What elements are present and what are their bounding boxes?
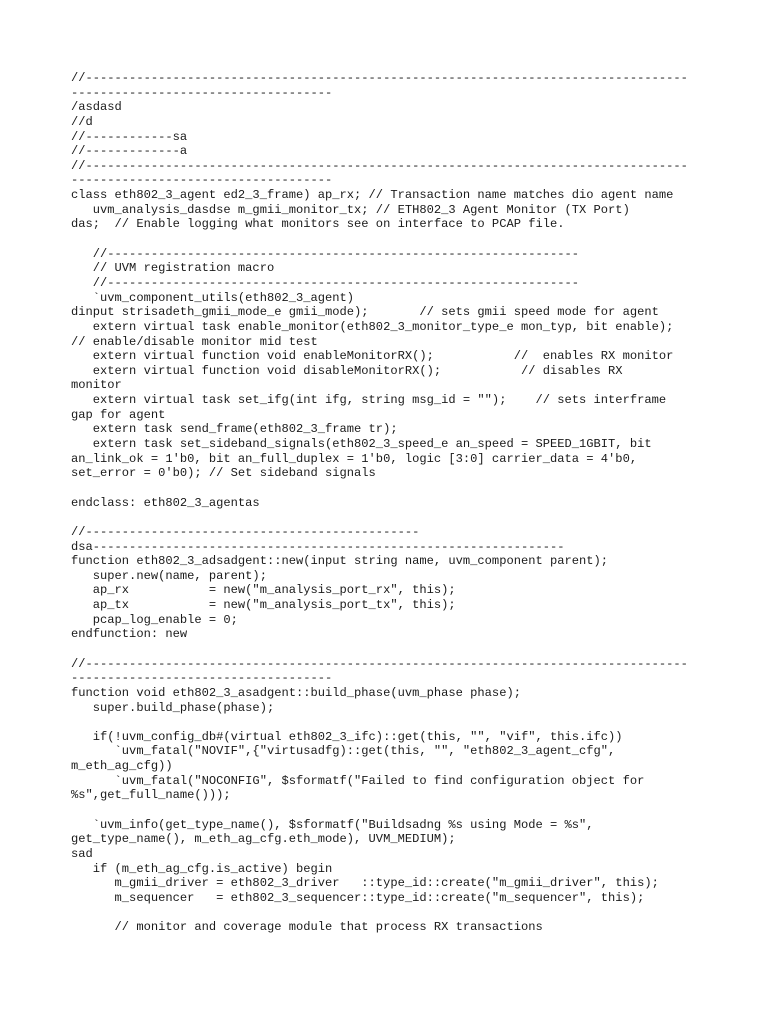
code-listing <box>71 71 711 935</box>
code-line: function void eth802_3_asadgent::build_phase(uvm_phase phase); <box>71 685 521 700</box>
code-line: das; // Enable logging what monitors see on interface to PCAP file. <box>71 217 565 232</box>
code-line <box>71 642 711 657</box>
code-line: // enable/disable monitor mid test <box>71 334 318 349</box>
code-line: extern task send_frame(eth802_3_frame tr); <box>71 422 398 437</box>
code-line: monitor <box>71 378 122 393</box>
code-line: //------------sa <box>71 129 188 144</box>
code-line <box>71 510 711 525</box>
code-line <box>71 906 711 921</box>
code-line: // UVM registration macro <box>71 261 275 276</box>
code-line: extern virtual task set_ifg(int ifg, string msg_id = ""); // sets interframe <box>71 393 667 408</box>
code-line: sad <box>71 846 93 861</box>
code-line: extern virtual function void enableMonitorRX(); // enables RX monitor <box>71 349 674 364</box>
code-line: endfunction: new <box>71 627 188 642</box>
code-line: //----------------------------------------------------------------------------------- <box>71 158 688 173</box>
code-line: dinput strisadeth_gmii_mode_e gmii_mode); // sets gmii speed mode for agent <box>71 305 659 320</box>
code-line: // monitor and coverage module that process RX transactions <box>71 920 543 935</box>
code-line: ------------------------------------ <box>71 671 333 686</box>
code-line: class eth802_3_agent ed2_3_frame) ap_rx; // Transaction name matches dio agent name <box>71 188 674 203</box>
code-line: m_gmii_driver = eth802_3_driver ::type_id::create("m_gmii_driver", this); <box>71 876 659 891</box>
code-line <box>71 715 711 730</box>
code-line: //----------------------------------------------------------------------------------- <box>71 656 688 671</box>
code-line: `uvm_fatal("NOCONFIG", $sformatf("Failed to find configuration object for <box>71 773 645 788</box>
code-line: if(!uvm_config_db#(virtual eth802_3_ifc)::get(this, "", "vif", this.ifc)) <box>71 729 623 744</box>
code-line: %s",get_full_name())); <box>71 788 231 803</box>
code-line: function eth802_3_adsadgent::new(input string name, uvm_component parent); <box>71 554 609 569</box>
code-line: //-------------a <box>71 144 188 159</box>
code-line: an_link_ok = 1'b0, bit an_full_duplex = 1'b0, logic [3:0] carrier_data = 4'b0, <box>71 451 638 466</box>
code-line: ap_rx = new("m_analysis_port_rx", this); <box>71 583 456 598</box>
code-line: //d <box>71 114 93 129</box>
code-line: ------------------------------------ <box>71 85 333 100</box>
code-line: set_error = 0'b0); // Set sideband signals <box>71 466 376 481</box>
code-line: extern task set_sideband_signals(eth802_3_speed_e an_speed = SPEED_1GBIT, bit <box>71 437 652 452</box>
code-line: //----------------------------------------------------------------- <box>71 246 580 261</box>
code-line: ------------------------------------ <box>71 173 333 188</box>
code-line: //----------------------------------------------------------------------------------- <box>71 71 688 85</box>
code-line: gap for agent <box>71 407 166 422</box>
code-line <box>71 803 711 818</box>
code-line: uvm_analysis_dasdse m_gmii_monitor_tx; // ETH802_3 Agent Monitor (TX Port) <box>71 202 630 217</box>
code-line: dsa----------------------------------------------------------------- <box>71 539 565 554</box>
code-line: `uvm_component_utils(eth802_3_agent) <box>71 290 355 305</box>
code-line: super.build_phase(phase); <box>71 700 275 715</box>
code-line: endclass: eth802_3_agentas <box>71 495 260 510</box>
code-line: extern virtual task enable_monitor(eth802_3_monitor_type_e mon_typ, bit enable); <box>71 319 674 334</box>
code-line: //----------------------------------------------------------------- <box>71 275 580 290</box>
code-line: pcap_log_enable = 0; <box>71 612 238 627</box>
code-line: if (m_eth_ag_cfg.is_active) begin <box>71 861 333 876</box>
code-line: m_sequencer = eth802_3_sequencer::type_id::create("m_sequencer", this); <box>71 890 645 905</box>
code-line <box>71 232 711 247</box>
code-line: extern virtual function void disableMonitorRX(); // disables RX <box>71 363 623 378</box>
code-line: //---------------------------------------------- <box>71 524 420 539</box>
code-line: `uvm_info(get_type_name(), $sformatf("Buildsadng %s using Mode = %s", <box>71 817 594 832</box>
code-line: m_eth_ag_cfg)) <box>71 759 173 774</box>
code-line: super.new(name, parent); <box>71 568 267 583</box>
code-line <box>71 481 711 496</box>
code-line: get_type_name(), m_eth_ag_cfg.eth_mode), UVM_MEDIUM); <box>71 832 456 847</box>
code-line: ap_tx = new("m_analysis_port_tx", this); <box>71 598 456 613</box>
code-line: `uvm_fatal("NOVIF",{"virtusadfg)::get(this, "", "eth802_3_agent_cfg", <box>71 744 616 759</box>
code-line: /asdasd <box>71 100 122 115</box>
